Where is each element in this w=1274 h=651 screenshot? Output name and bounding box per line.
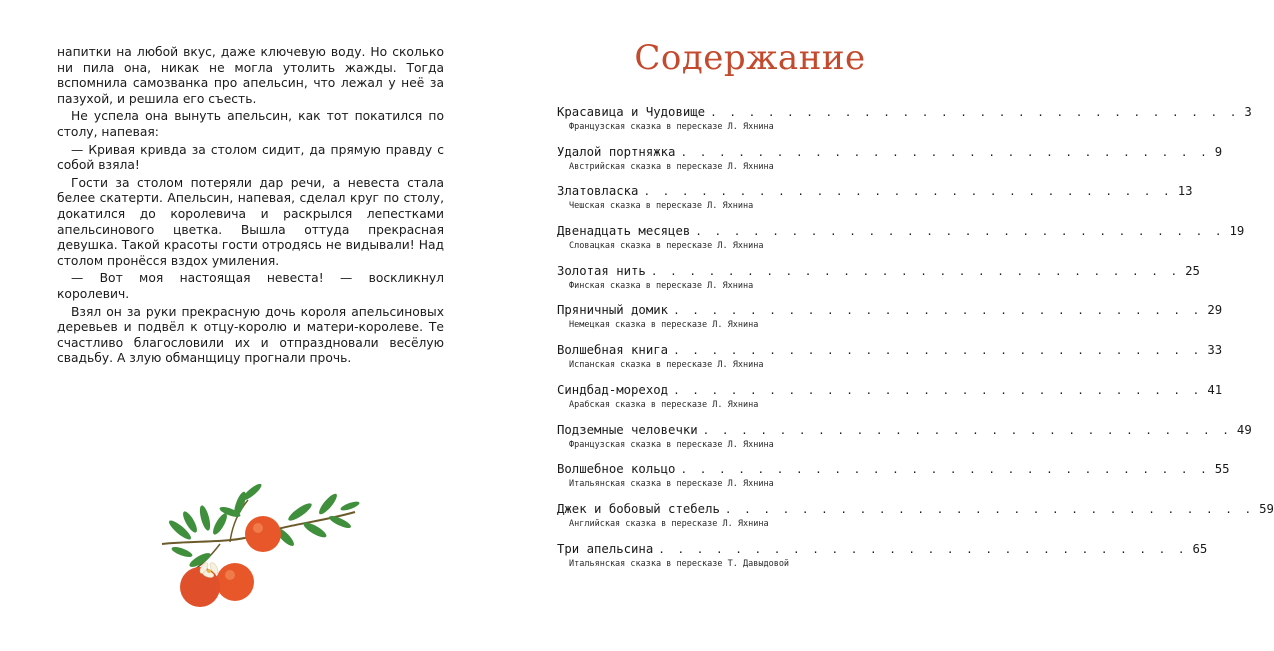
dot-leader: . . . . . . . . . . . . . . . . . . . . . . . . . . . .	[673, 344, 1203, 358]
toc-entry	[557, 302, 1223, 342]
toc-entry-page: 13	[1177, 184, 1193, 199]
toc-entry-page: 55	[1214, 462, 1230, 477]
dot-leader: . . . . . . . . . . . . . . . . . . . . . . . . . . . .	[695, 225, 1225, 239]
story-paragraph: — Кривая кривда за столом сидит, да прямую правду с собой взяла!	[57, 142, 444, 173]
toc-title: Содержание	[634, 38, 866, 78]
story-paragraph: — Вот моя настоящая невеста! — воскликнул королевич.	[57, 271, 444, 301]
dot-leader: . . . . . . . . . . . . . . . . . . . . . . . . . . . .	[643, 185, 1173, 199]
toc-entry	[557, 541, 1208, 581]
dot-leader: . . . . . . . . . . . . . . . . . . . . . . . . . . . .	[650, 264, 1181, 278]
toc-entry-title: Удалой портняжка	[557, 144, 676, 159]
dot-leader: . . . . . . . . . . . . . . . . . . . . . . . . . . . .	[673, 383, 1203, 397]
dot-leader: . . . . . . . . . . . . . . . . . . . . . . . . . . . .	[710, 106, 1240, 119]
toc-entry-subtitle: Словацкая сказка в пересказе Л. Яхнина	[569, 241, 764, 252]
toc-entry-page: 19	[1229, 224, 1245, 239]
toc-entry-subtitle: Английская сказка в пересказе Л. Яхнина	[569, 518, 769, 529]
toc-entry-page: 65	[1192, 541, 1208, 556]
toc-entry-title: Двенадцать месяцев	[557, 224, 691, 239]
toc-entry-title: Пряничный домик	[557, 303, 669, 318]
dot-leader: . . . . . . . . . . . . . . . . . . . . . . . . . . . .	[673, 304, 1203, 318]
toc-entry-subtitle: Итальянская сказка в пересказе Т. Давыдовой	[569, 558, 790, 569]
toc-entry-title: Синдбад-мореход	[557, 382, 669, 397]
toc-entry-title: Волшебная книга	[557, 343, 669, 358]
toc-entry	[557, 422, 1252, 462]
story-paragraph: Гости за столом потеряли дар речи, а невеста стала белее скатерти. Апельсин, напевая, сделал круг по столу, докатился до королевича и раскрылся лепестками апельсинового цветка. Вышла оттуда прекрасная девушка. Такой красоты гости отродясь не видывали! Над столом пронёсся вздох умиления.	[57, 175, 444, 268]
dot-leader: . . . . . . . . . . . . . . . . . . . . . . . . . . . .	[658, 542, 1188, 556]
toc-entry-page: 49	[1236, 422, 1252, 437]
toc-entry-title: Джек и бобовый стебель	[557, 501, 720, 516]
story-text	[57, 45, 444, 367]
dot-leader: . . . . . . . . . . . . . . . . . . . . . . . . . . . .	[680, 463, 1210, 477]
toc-entry-page: 3	[1244, 105, 1252, 119]
toc-entry-subtitle: Испанская сказка в пересказе Л. Яхнина	[569, 360, 764, 371]
toc-entry-title: Подземные человечки	[557, 422, 698, 437]
toc-entry-subtitle: Итальянская сказка в пересказе Л. Яхнина	[569, 479, 774, 490]
dot-leader: . . . . . . . . . . . . . . . . . . . . . . . . . . . .	[680, 145, 1210, 159]
toc-entry-title: Золотая нить	[557, 263, 646, 278]
dot-leader: . . . . . . . . . . . . . . . . . . . . . . . . . . . .	[724, 502, 1255, 516]
toc-entry-page: 9	[1214, 144, 1223, 159]
toc-entry-title: Три апельсина	[557, 541, 654, 556]
toc-entry-title: Красавица и Чудовище	[557, 105, 706, 119]
toc-entry	[557, 183, 1193, 223]
toc-entry-title: Волшебное кольцо	[557, 462, 676, 477]
orange-branch-illustration	[160, 482, 360, 617]
toc-entry	[557, 501, 1274, 541]
toc-entry	[557, 144, 1223, 184]
story-paragraph: Не успела она вынуть апельсин, как тот покатился по столу, напевая:	[57, 109, 444, 139]
toc-entry-page: 33	[1207, 343, 1223, 358]
toc-entry-subtitle: Французская сказка в пересказе Л. Яхнина	[569, 439, 774, 450]
toc-entry-subtitle: Французская сказка в пересказе Л. Яхнина	[569, 122, 774, 132]
toc-entry-subtitle: Австрийская сказка в пересказе Л. Яхнина	[569, 161, 774, 172]
toc-entry	[557, 263, 1200, 303]
toc-entry-subtitle: Немецкая сказка в пересказе Л. Яхнина	[569, 320, 759, 331]
story-paragraph: напитки на любой вкус, даже ключевую воду. Но сколько ни пила она, никак не могла утолить жажды. Тогда вспомнила самозванка про апельсин, что лежал у неё за пазухой, и решила его съесть.	[57, 45, 444, 106]
toc-entry-page: 59	[1259, 501, 1274, 516]
toc-entry-title: Златовласка	[557, 184, 639, 199]
toc-entry	[557, 223, 1245, 263]
dot-leader: . . . . . . . . . . . . . . . . . . . . . . . . . . . .	[702, 423, 1232, 437]
toc-entry	[557, 104, 1252, 144]
left-page	[0, 0, 500, 651]
toc-entry-page: 25	[1185, 263, 1200, 278]
toc-entry-page: 41	[1207, 382, 1223, 397]
toc-entry-subtitle: Финская сказка в пересказе Л. Яхнина	[569, 280, 754, 291]
toc-entry-subtitle: Чешская сказка в пересказе Л. Яхнина	[569, 201, 754, 212]
toc-entry	[557, 382, 1223, 422]
right-page	[500, 0, 1274, 651]
toc-entry	[557, 461, 1230, 501]
toc-entry	[557, 342, 1223, 382]
toc-entry-subtitle: Арабская сказка в пересказе Л. Яхнина	[569, 399, 759, 410]
table-of-contents	[557, 104, 1274, 580]
toc-entry-page: 29	[1207, 303, 1223, 318]
story-paragraph: Взял он за руки прекрасную дочь короля апельсиновых деревьев и подвёл к отцу-королю и матери-королеве. Те счастливо благословили их и отпраздновали весёлую свадьбу. А злую обманщицу прогнали прочь.	[57, 304, 444, 366]
